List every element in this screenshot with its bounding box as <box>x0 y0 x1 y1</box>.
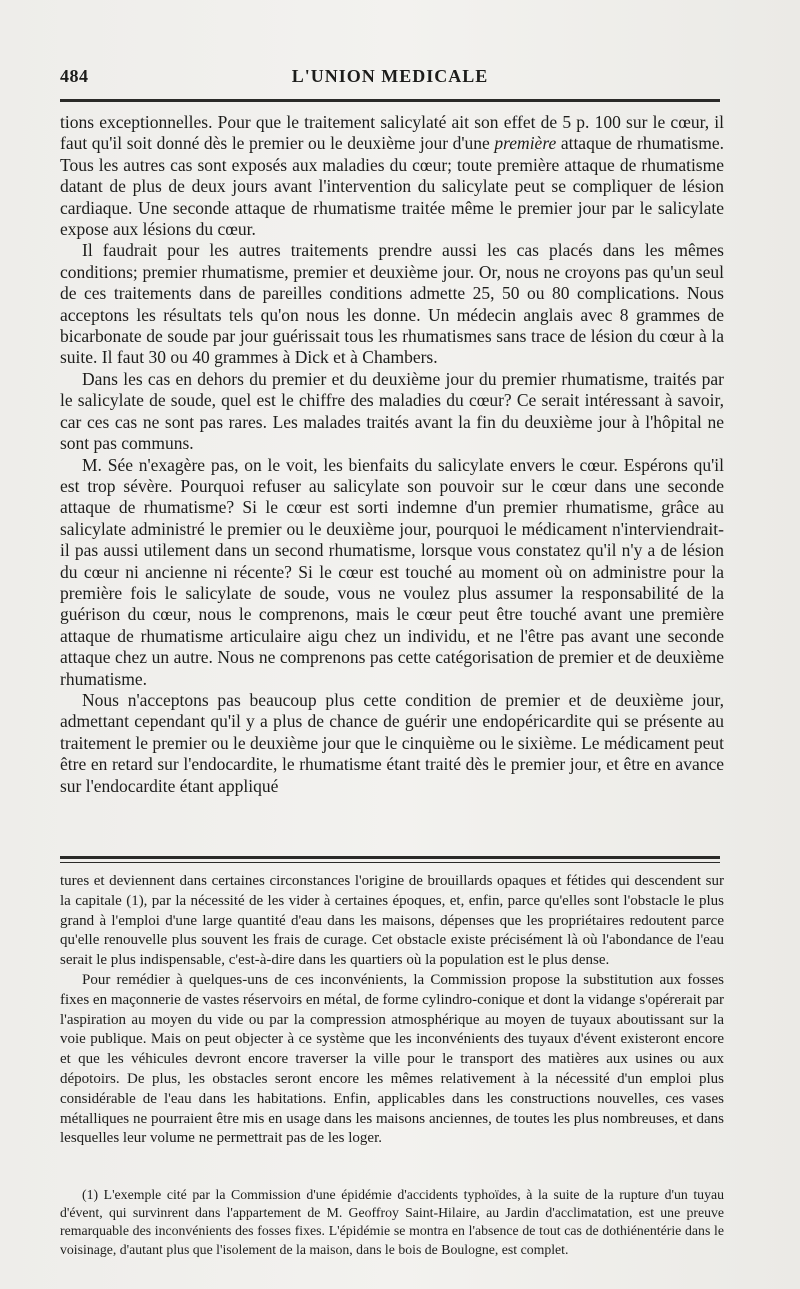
feuilleton-divider-bottom <box>60 862 720 863</box>
page-number: 484 <box>60 66 89 86</box>
feuilleton-paragraph: Pour remédier à quelques-uns de ces inconvénients, la Commission propose la substitution aux fosses fixes en maçonnerie de vastes réservoirs en métal, de forme cylindro-conique et dont la vidange s'opérerait par l'aspiration au moyen du vide ou par la compression atmosphérique au moyen de tuyaux aboutissant sur la voie publique. Mais on peut objecter à ce système que les inconvénients des tuyaux d'évent existeront encore et que les véhicules devront encore traverser la ville pour le transport des matières aux usines ou aux dépotoirs. De plus, les obstacles seront encore les mêmes relativement à la nécessité d'un emploi plus considérable de l'eau dans les habitations. Enfin, applicables dans les constructions nouvelles, ces vases métalliques ne pourraient être mis en usage dans les maisons anciennes, de toutes les plus nombreuses, et dans lesquelles leur volume ne permettrait pas de les loger. <box>60 971 724 1147</box>
article-paragraph: M. Sée n'exagère pas, on le voit, les bienfaits du salicylate envers le cœur. Espérons qu'il est trop sévère. Pourquoi refuser au salicylate son pouvoir sur le cœur dans une seconde attaque de rhumatisme? Si le cœur est sorti indemne d'un premier rhumatisme, grâce au salicylate administré le premier ou le deuxième jour, pourquoi le médicament n'interviendrait-il pas aussi utilement dans un second rhumatisme, lorsque vous constatez qu'il n'y a de lésion du cœur ni ancienne ni récente? Si le cœur est touché au moment où on administre pour la première fois le salicylate de soude, vous ne voulez plus assumer la responsabilité de la guérison du cœur, nous le comprenons, mais le cœur peut être touché avant une première attaque de rhumatisme articulaire aigu chez un individu, et ne l'être pas avant une seconde attaque chez un autre. Nous ne comprenons pas cette catégorisation de premier et de deuxième rhumatisme. <box>60 454 724 689</box>
feuilleton-paragraph: tures et deviennent dans certaines circonstances l'origine de brouillards opaques et fétides qui descendent sur la capitale (1), par la nécessité de les vider à certaines époques, et, enfin, parce qu'elles sont l'obstacle le plus grand à l'emploi d'une large quantité d'eau dans les maisons, dépenses que les propriétaires redoutent parce qu'elle renouvelle plus souvent les frais de curage. Cet obstacle existe précisément là où l'abondance de l'eau serait le plus indispensable, c'est-à-dire dans les quartiers où la population est le plus dense. <box>60 873 724 969</box>
main-article <box>60 112 724 852</box>
header-rule <box>60 99 720 102</box>
article-paragraph: tions exceptionnelles. Pour que le traitement salicylaté ait son effet de 5 p. 100 sur le cœur, il faut qu'il soit donné dès le premier ou le deuxième jour d'une première attaque de rhumatisme. Tous les autres cas sont exposés aux maladies du cœur; toute première attaque de rhumatisme datant de plus de deux jours avant l'intervention du salicylate peut se compliquer de lésion cardiaque. Une seconde attaque de rhumatisme traitée même le premier jour par le salicylate expose aux lésions du cœur. <box>60 112 724 240</box>
page-header <box>60 66 720 92</box>
footnote-text: (1) L'exemple cité par la Commission d'une épidémie d'accidents typhoïdes, à la suite de la rupture d'un tuyau d'évent, qui survinrent dans l'appartement de M. Geoffroy Saint-Hilaire, au Jardin d'acclimatation, est une preuve remarquable des inconvénients des fosses fixes. L'épidémie se montra en l'absence de tout cas de dothiénentérie dans le voisinage, d'autant plus que l'isolement de la maison, dans le bois de Boulogne, est complet. <box>60 1187 724 1257</box>
footnote <box>60 1186 724 1281</box>
feuilleton-divider-top <box>60 856 720 859</box>
journal-title: L'UNION MEDICALE <box>291 66 489 86</box>
article-paragraph: Nous n'acceptons pas beaucoup plus cette condition de premier et de deuxième jour, admettant cependant qu'il y a plus de chance de guérir une endopéricardite qui se présente au traitement le premier ou le deuxième jour que le cinquième ou le sixième. Le médicament peut être en retard sur l'endocardite, le rhumatisme étant traité dès le premier jour, et être en avance sur l'endocardite étant appliqué <box>60 689 724 796</box>
feuilleton-section <box>60 872 724 1176</box>
article-paragraph: Dans les cas en dehors du premier et du deuxième jour du premier rhumatisme, traités par le salicylate de soude, quel est le chiffre des maladies du cœur? Ce serait intéressant à savoir, car ces cas ne sont pas rares. Les malades traités avant la fin du deuxième jour à l'hôpital ne sont pas communs. <box>60 368 724 454</box>
article-paragraph: Il faudrait pour les autres traitements prendre aussi les cas placés dans les mêmes conditions; premier rhumatisme, premier et deuxième jour. Or, nous ne croyons pas qu'un seul de ces traitements dans de pareilles conditions admette 25, 50 ou 80 complications. Nous acceptons les résultats tels qu'on nous les donne. Un médecin anglais avec 8 grammes de bicarbonate de soude par jour guérissait tous les rhumatismes sans trace de lésion du cœur à la suite. Il faut 30 ou 40 grammes à Dick et à Chambers. <box>60 240 724 368</box>
